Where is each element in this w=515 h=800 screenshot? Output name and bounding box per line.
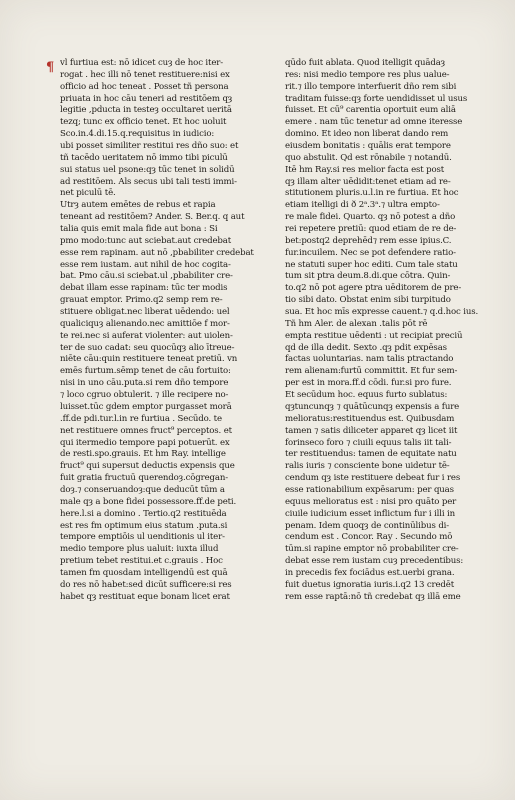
text-line: domino. Et ideo non liberat dando rem <box>285 129 449 140</box>
text-line: ralis iuris ⁊ consciente bone uidetur tē- <box>285 461 450 472</box>
text-line: emēs furtum.sēmp tenet de cāu fortuito: <box>60 366 231 377</box>
text-line: esse rem rapinam. aut nō ,pbabiliter credebat <box>60 247 254 258</box>
text-line: in precedis fex fociādus est.uerbi grana. <box>285 567 455 578</box>
text-line: rei repetere pretiū: quod etiam de re de- <box>285 224 457 235</box>
text-line: forinseco foro ⁊ ciuili equus talis iit tali- <box>285 437 452 448</box>
text-line: bat. Pmo cāu.si sciebat.ul ,pbabiliter cre- <box>60 271 233 282</box>
text-line: nisi in uno cāu.puta.si rem dño tempore <box>60 378 229 389</box>
text-line: officio ad hoc teneat . Posset tñ persona <box>60 81 229 92</box>
text-line: qui itermedio tempore papi potuerūt. ex <box>60 437 230 448</box>
text-line: here.l.si a domino . Tertio.q2 restituēda <box>60 508 227 519</box>
text-line: quo abstulit. Qd est rōnabile ⁊ notandū. <box>285 152 452 163</box>
text-line: tum sit ptra deum.8.di.que cōtra. Quin- <box>285 271 451 282</box>
text-line: ubi posset similiter restitui res dño suo: et <box>60 141 239 152</box>
text-line: traditam fuisse:qȝ forte uendidisset ul usus <box>285 93 468 104</box>
text-line: qd de illa dedit. Sexto .qȝ pdit expēsas <box>285 342 447 353</box>
text-line: per est in mora.ff.d cōdi. fur.si pro fure. <box>285 378 452 389</box>
text-line: penam. Idem quoqȝ de continūlibus di- <box>285 520 450 531</box>
text-line: tamen fm quosdam intelligendū est quā <box>60 567 228 578</box>
text-line: priuata in hoc cāu teneri ad restitōem qȝ <box>60 93 233 104</box>
text-line: rit.⁊ illo tempore interfuerit dño rem sibi <box>285 81 457 92</box>
text-line: male qȝ a bone fidei possessore.ff.de peti. <box>60 496 237 507</box>
text-line: pretium tebet restitui.et c.grauis . Hoc <box>60 556 223 567</box>
text-line: fuisset. Et cū⁹ carentia oportuit eum aliā <box>285 105 456 116</box>
text-column-right <box>285 58 499 604</box>
text-line: debat esse rem iustam cuȝ precedentibus: <box>285 556 464 567</box>
text-line: habet qȝ restituat eque bonam licet erat <box>60 591 230 602</box>
text-line: pmo modo:tunc aut sciebat.aut credebat <box>60 235 232 246</box>
text-line: de resti.spo.grauis. Et hm Ray. intellige <box>60 449 226 460</box>
text-line: net piculū tē. <box>60 188 116 199</box>
text-line: stitutionem pluris.u.l.in re furtiua. Et hoc <box>285 188 459 199</box>
text-line: Sco.in.4.di.15.q.requisitus in iudicio: <box>60 129 215 140</box>
text-line: esse rem iustam. aut nihil de hoc cogita- <box>60 259 231 270</box>
text-line: Et secūdum hoc. equus furto sublatus: <box>285 390 448 401</box>
text-column-left <box>60 58 274 604</box>
text-line: .ff.de pdi.tur.l.in re furtiua . Secūdo. te <box>60 413 222 424</box>
text-line: Utrȝ autem emētes de rebus et rapia <box>60 200 216 211</box>
text-line: ter restituendus: tamen de equitate natu <box>285 449 457 460</box>
text-line: sui status uel psone:qȝ tūc tenet in solidū <box>60 164 235 175</box>
text-line: ⁊ loco cgruo obtulerit. ⁊ ille recipere no- <box>60 390 229 401</box>
text-line: grauat emptor. Primo.q2 semp rem re- <box>60 295 223 306</box>
text-line: net restituere omnes fruct⁹ perceptos. et <box>60 425 232 436</box>
text-line: doȝ.⁊ conseruandoȝ:que deducūt tūm a <box>60 484 225 495</box>
text-line: etiam itelligi di ð 2ᵃ.3ᵃ.⁊ ultra empto- <box>285 200 440 211</box>
text-line: qualiciquȝ alienando.nec amittiōe f mor- <box>60 318 230 329</box>
text-line: ad restitōem. Als secus ubi tali testi immi- <box>60 176 237 187</box>
text-line: medio tempore plus ualuit: iuxta illud <box>60 544 219 555</box>
text-line: esse rationabilium expēsarum: per quas <box>285 484 454 495</box>
text-line: legitie ,pducta in testeȝ occultaret ueritā <box>60 105 232 116</box>
text-line: Tñ hm Aler. de alexan .talis pōt rē <box>285 318 428 329</box>
text-line: tio sibi dato. Obstat enim sibi turpitudo <box>285 295 451 306</box>
text-line: ne statuti super hoc editi. Cum tale statu <box>285 259 458 270</box>
text-line: tñ tacēdo ueritatem nō immo tibi piculū <box>60 152 228 163</box>
text-line: tezq; tunc ex officio tenet. Et hoc uoluit <box>60 117 227 128</box>
text-line: cendum qȝ iste restituere debeat fur i res <box>285 473 461 484</box>
text-line: re male fidei. Quarto. qȝ nō potest a dño <box>285 212 456 223</box>
text-line: vl furtiua est: nō idicet cuȝ de hoc iter- <box>60 58 223 68</box>
text-line: tūm.si rapine emptor nō probabiliter cre- <box>285 544 459 555</box>
text-line: bet:postq2 deprehēd⁊ rem esse ipius.C. <box>285 235 452 246</box>
text-line: qȝtuncunqȝ ⁊ quātūcunqȝ expensis a fure <box>285 401 460 412</box>
text-line: factas uoluntarias. nam talis ptractando <box>285 354 454 365</box>
text-line: fuit duetus ignoratia iuris.i.q2 13 credēt <box>285 579 455 590</box>
text-line: to.q2 nō pot agere ptra uēditorem de pre- <box>285 283 462 294</box>
text-line: cendum est . Concor. Ray . Secundo mō <box>285 532 453 543</box>
text-line: tempore emptiōis ul uenditionis ul iter- <box>60 532 225 543</box>
text-line: est res fm optimum eius statum .puta.si <box>60 520 228 531</box>
text-line: fur.incuilem. Nec se pot defendere ratio- <box>285 247 456 258</box>
text-line: equus melioratus est : nisi pro quāto per <box>285 496 457 507</box>
text-line: luisset.tūc gdem emptor purgasset morā <box>60 401 232 412</box>
text-line: talia quis emit mala fide aut bona : Si <box>60 224 218 235</box>
text-line: debat illam esse rapinam: tūc ter modis <box>60 283 228 294</box>
text-line: rem alienam:furtū committit. Et fur sem- <box>285 366 458 377</box>
text-line: sua. Et hoc mīs expresse cauent.⁊ q.d.hoc ius. <box>285 307 479 318</box>
text-line: eiusdem bonitatis : quālis erat tempore <box>285 141 451 152</box>
text-line: ter de suo cadat: seu quocūqȝ alio ītreue- <box>60 342 235 353</box>
text-line: emere . nam tūc tenetur ad omne iteresse <box>285 117 463 128</box>
text-line: res: nisi medio tempore res plus ualue- <box>285 69 450 80</box>
text-line: rogat . hec illi nō tenet restituere:nisi ex <box>60 69 230 80</box>
text-line: empta restitue uēdenti : ut recipiat preciū <box>285 330 463 341</box>
text-line: teneant ad restitōem? Ander. S. Ber.q. q aut <box>60 212 245 223</box>
text-line: do res nō habet:sed dicūt sufficere:si res <box>60 579 232 590</box>
text-line: melioratus:restituendus est. Quibusdam <box>285 413 455 424</box>
text-line: niēte cāu:quin restituere teneat pretiū. vn <box>60 354 238 365</box>
text-line: stituere obligat.nec liberat uēdendo: uel <box>60 307 230 318</box>
text-line: fuit gratia fructuū querendoȝ.cōgregan- <box>60 473 228 484</box>
text-line: ciuile iudicium esset inflictum fur i illi in <box>285 508 456 519</box>
text-line: rem esse raptā:nō tñ credebat qȝ illā eme <box>285 591 461 602</box>
text-line: Itē hm Ray.si res melior facta est post <box>285 164 445 175</box>
text-line: fruct⁹ qui supersut deductis expensis que <box>60 461 235 472</box>
paragraph-mark: ¶ <box>46 60 55 75</box>
text-line: qȝ illam alter uēdidit:tenet etiam ad re- <box>285 176 451 187</box>
text-line: tamen ⁊ satis diliceter apparet qȝ licet iit <box>285 425 458 436</box>
text-line: qūdo fuit ablata. Quod itelligit quādaȝ <box>285 58 445 68</box>
text-line: te rei.nec si auferat violenter: aut uiolen- <box>60 330 233 341</box>
